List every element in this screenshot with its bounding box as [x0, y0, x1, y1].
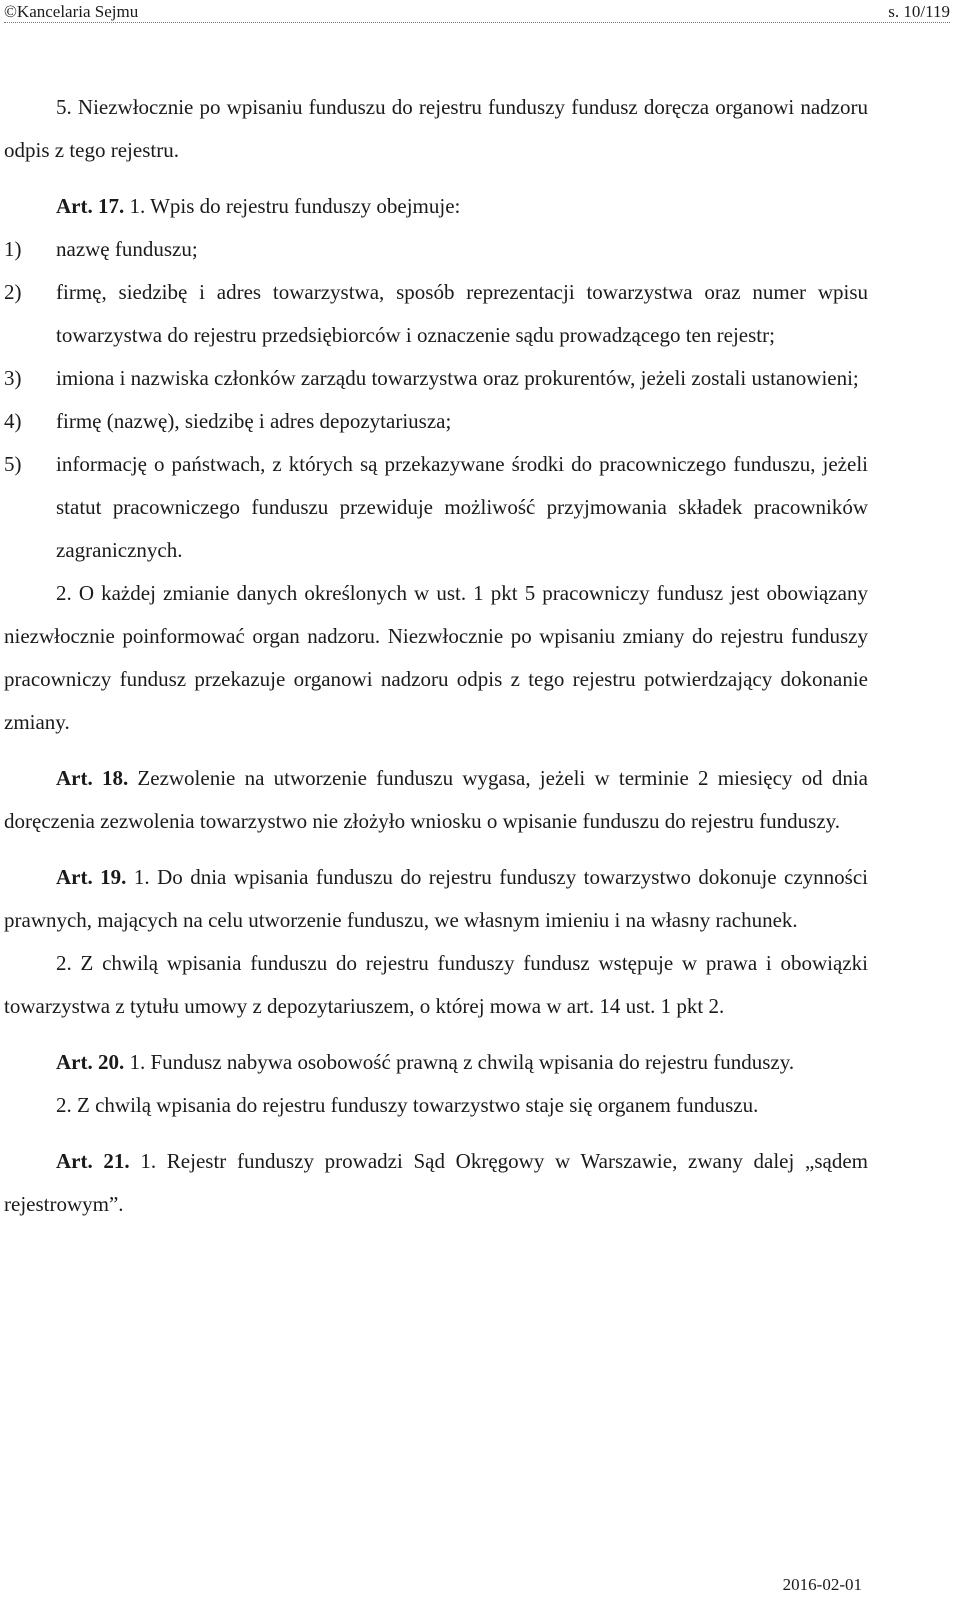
list-item [4, 400, 868, 443]
article-label: Art. 17. [56, 194, 125, 218]
list-item [4, 228, 868, 271]
list-item-number: 4) [4, 409, 22, 433]
list-item-number: 3) [4, 366, 22, 390]
paragraph-ust-5: 5. Niezwłocznie po wpisaniu funduszu do rejestru funduszy fundusz doręcza organowi nadzoru odpis z tego rejestru. [4, 95, 868, 162]
list-item [4, 357, 868, 400]
list-item-text: firmę, siedzibę i adres towarzystwa, sposób reprezentacji towarzystwa oraz numer wpisu towarzystwa do rejestru przedsiębiorców i oznaczenie sądu prowadzącego ten rejestr; [56, 280, 868, 347]
paragraph-text: 1. Do dnia wpisania funduszu do rejestru funduszy towarzystwo dokonuje czynności prawnych, mających na celu utworzenie funduszu, we własnym imieniu i na własny rachunek. [4, 865, 869, 932]
list-item-text: firmę (nazwę), siedzibę i adres depozytariusza; [56, 409, 452, 433]
list-item [4, 443, 868, 572]
header-divider [4, 22, 950, 23]
art-19-ust-1 [4, 856, 868, 942]
version-date: 2016-02-01 [782, 1575, 862, 1594]
list-item-number: 5) [4, 452, 22, 476]
paragraph-text: Zezwolenie na utworzenie funduszu wygasa, jeżeli w terminie 2 miesięcy od dnia doręczenia zezwolenia towarzystwo nie złożyło wniosku o wpisanie funduszu do rejestru funduszy. [4, 766, 868, 833]
article-label: Art. 19. [56, 865, 127, 889]
paragraph-text: 1. Rejestr funduszy prowadzi Sąd Okręgowy w Warszawie, zwany dalej „sądem rejestrowym”. [4, 1149, 868, 1216]
paragraph-text: 1. Fundusz nabywa osobowość prawną z chwilą wpisania do rejestru funduszy. [124, 1050, 795, 1074]
list-item [4, 271, 868, 357]
article-label: Art. 20. [56, 1050, 125, 1074]
list-item-number: 2) [4, 280, 22, 304]
list-item-text: nazwę funduszu; [56, 237, 198, 261]
list-item-number: 1) [4, 237, 22, 261]
art-21-ust-1 [4, 1140, 868, 1226]
document-body [4, 86, 868, 1226]
page-number: s. 10/119 [888, 2, 950, 21]
list-item-text: informację o państwach, z których są przekazywane środki do pracowniczego funduszu, jeżeli statut pracowniczego funduszu przewiduje możliwość przyjmowania składek pracowników zagranicznych. [56, 452, 868, 562]
publisher-label: ©Kancelaria Sejmu [4, 2, 139, 21]
paragraph-text: 1. Wpis do rejestru funduszy obejmuje: [124, 194, 461, 218]
art-19-ust-2: 2. Z chwilą wpisania funduszu do rejestru funduszy fundusz wstępuje w prawa i obowiązki towarzystwa z tytułu umowy z depozytariuszem, o której mowa w art. 14 ust. 1 pkt 2. [4, 951, 868, 1018]
art-17-ust-1 [4, 185, 868, 228]
art-20-ust-2: 2. Z chwilą wpisania do rejestru funduszy towarzystwo staje się organem funduszu. [56, 1093, 759, 1117]
art-20-ust-1 [4, 1041, 868, 1084]
page-header [0, 0, 960, 24]
art-18 [4, 757, 868, 843]
list-item-text: imiona i nazwiska członków zarządu towarzystwa oraz prokurentów, jeżeli zostali ustanowieni; [56, 366, 859, 390]
article-label: Art. 21. [56, 1149, 130, 1173]
article-label: Art. 18. [56, 766, 129, 790]
art-17-ust-2: 2. O każdej zmianie danych określonych w ust. 1 pkt 5 pracowniczy fundusz jest obowiązany niezwłocznie poinformować organ nadzoru. Niezwłocznie po wpisaniu zmiany do rejestru funduszy pracowniczy fundusz przekazuje organowi nadzoru odpis z tego rejestru potwierdzający dokonanie zmiany. [4, 581, 868, 734]
